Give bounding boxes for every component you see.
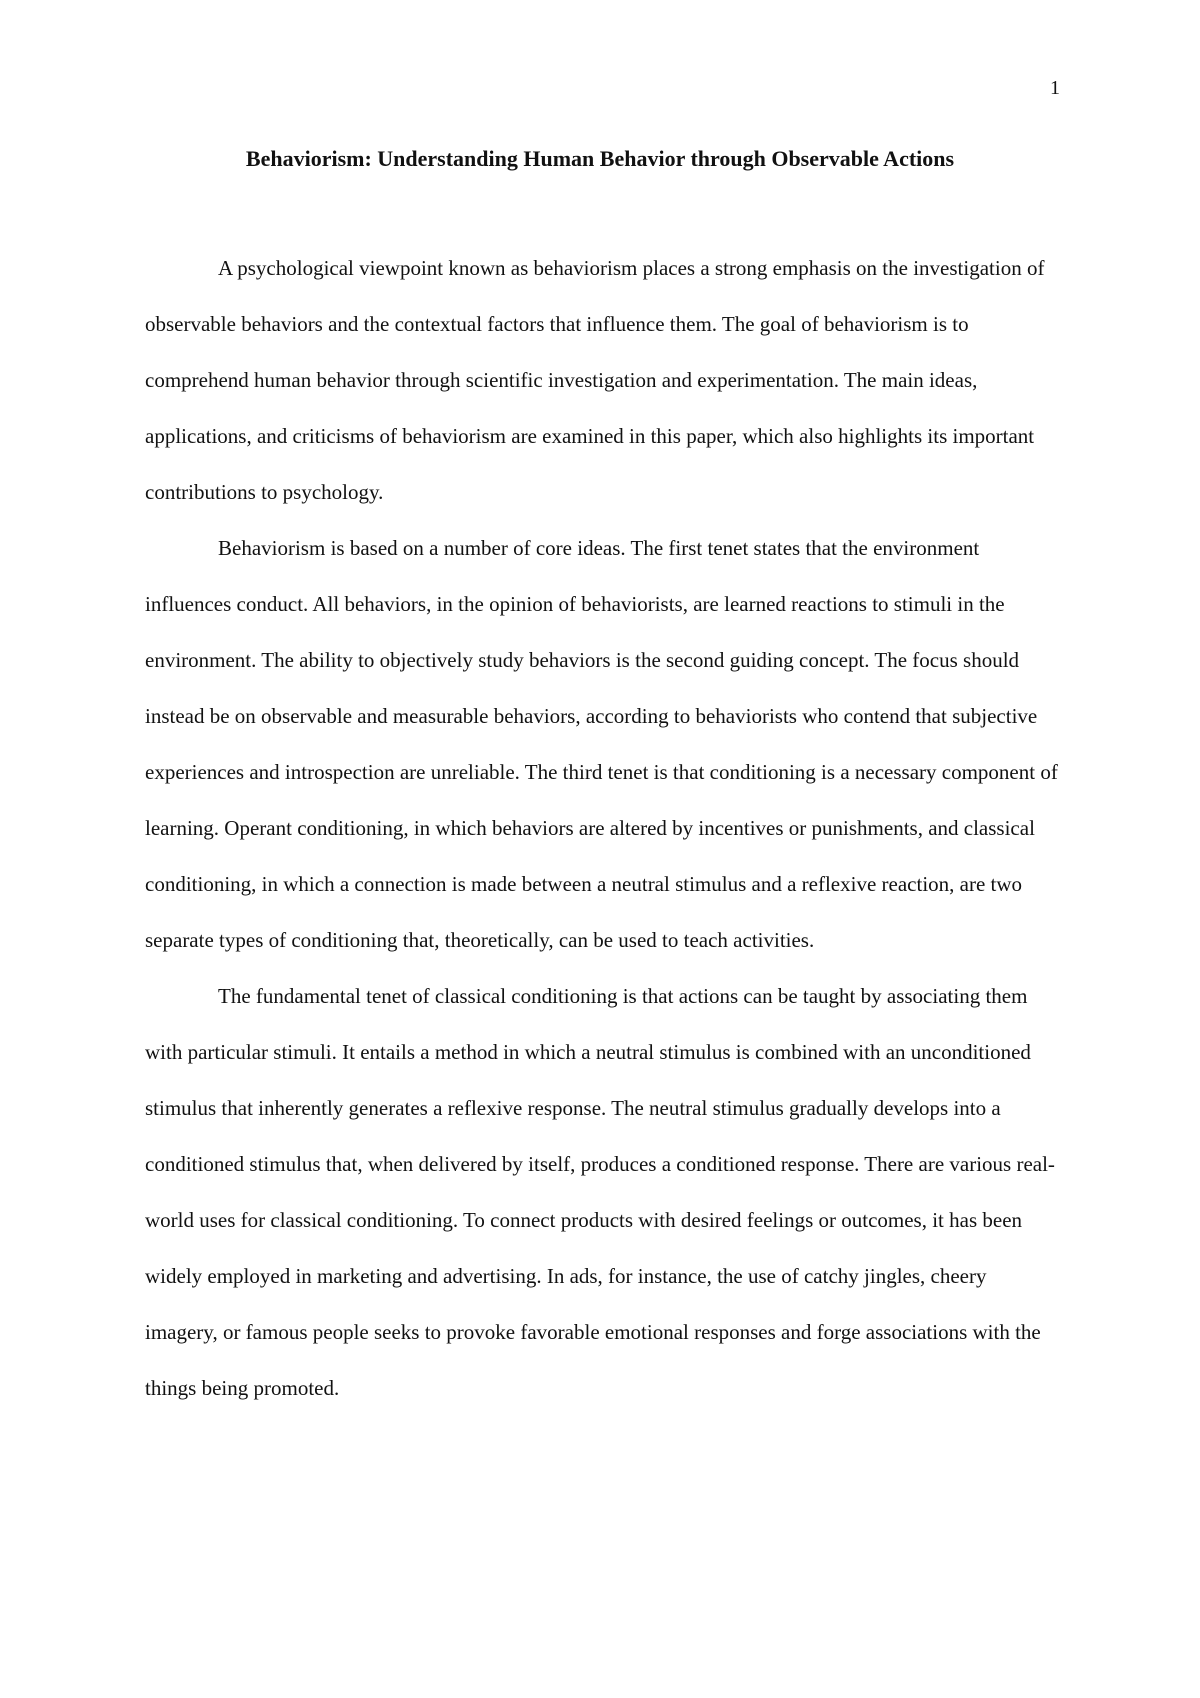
paragraph-introduction: A psychological viewpoint known as behaviorism places a strong emphasis on the investigation of observable behaviors and the contextual factors that influence them. The goal of behaviorism is to comprehend human behavior through scientific investigation and experimentation. The main ideas, applications, and criticisms of behaviorism are examined in this paper, which also highlights its important contributions to psychology. xyxy=(145,256,1045,504)
page-number: 1 xyxy=(1050,77,1060,99)
paragraph-core-ideas: Behaviorism is based on a number of core ideas. The first tenet states that the environment influences conduct. All behaviors, in the opinion of behaviorists, are learned reactions to stimuli in the environment. The ability to objectively study behaviors is the second guiding concept. The focus should instead be on observable and measurable behaviors, according to behaviorists who contend that subjective experiences and introspection are unreliable. The third tenet is that conditioning is a necessary component of learning. Operant conditioning, in which behaviors are altered by incentives or punishments, and classical conditioning, in which a connection is made between a neutral stimulus and a reflexive reaction, are two separate types of conditioning that, theoretically, can be used to teach activities. xyxy=(145,536,1058,952)
document-title: Behaviorism: Understanding Human Behavior through Observable Actions xyxy=(245,146,955,171)
document-body xyxy=(145,240,1060,1416)
paragraph-classical-conditioning: The fundamental tenet of classical conditioning is that actions can be taught by associating them with particular stimuli. It entails a method in which a neutral stimulus is combined with an unconditioned stimulus that inherently generates a reflexive response. The neutral stimulus gradually develops into a conditioned stimulus that, when delivered by itself, produces a conditioned response. There are various real-world uses for classical conditioning. To connect products with desired feelings or outcomes, it has been widely employed in marketing and advertising. In ads, for instance, the use of catchy jingles, cheery imagery, or famous people seeks to provoke favorable emotional responses and forge associations with the things being promoted. xyxy=(145,984,1055,1400)
